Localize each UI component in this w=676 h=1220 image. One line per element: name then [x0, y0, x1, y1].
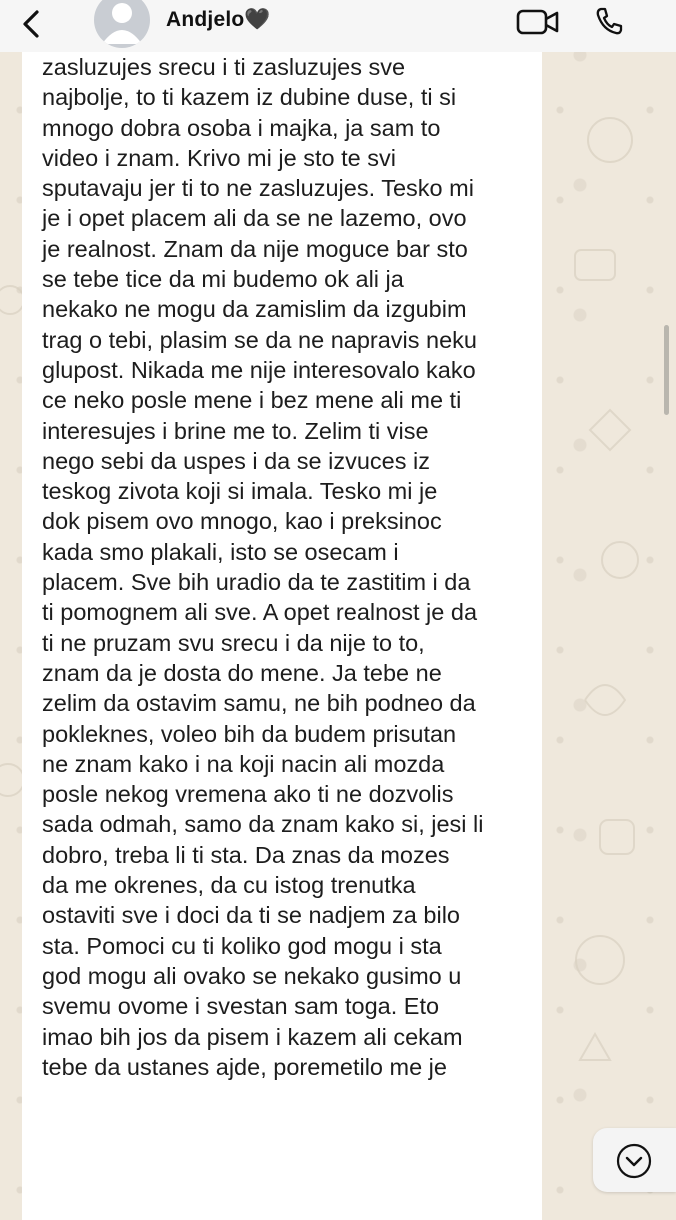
- phone-icon[interactable]: [594, 6, 624, 36]
- chevron-left-icon[interactable]: [16, 8, 48, 40]
- video-call-icon[interactable]: [516, 8, 560, 36]
- scroll-to-bottom-button[interactable]: [593, 1128, 676, 1192]
- avatar[interactable]: [94, 0, 150, 48]
- default-avatar-icon: [94, 0, 150, 48]
- message-bubble[interactable]: [22, 40, 542, 1220]
- chevron-down-circle-icon: [615, 1142, 653, 1180]
- message-text: zasluzujes srecu i ti zasluzujes sve najbolje, to ti kazem iz dubine duse, ti si mnogo dobra osoba i majka, ja sam to video i znam. Krivo mi je sto te svi sputavaju jer ti to ne zasluzujes. Tesko mi je i opet placem ali da se ne lazemo, ovo je realnost. Znam da nije moguce bar sto se tebe tice da mi budemo ok ali ja nekako ne mogu da zamislim da izgubim trag o tebi, plasim se da ne napravis neku glupost. Nikada me nije interesovalo kako ce neko posle mene i bez mene ali me ti interesujes i brine me to. Zelim ti vise nego sebi da uspes i da se izvuces iz teskog zivota koji si imala. Tesko mi je dok pisem ovo mnogo, kao i preksinoc kada smo plakali, isto se osecam i placem. Sve bih uradio da te zastitim i da ti pomognem ali sve. A opet realnost je da ti ne pruzam svu srecu i da nije to to, znam da je dosta do mene. Ja tebe ne zelim da ostavim samu, ne bih podneo da pokleknes, voleo bih da budem prisutan ne znam kako i na koji nacin ali mozda posle nekog vremena ako ti ne dozvolis sada odmah, samo da znam kako si, jesi li dobro, treba li ti sta. Da znas da mozes da me okrenes, da cu istog trenutka ostaviti sve i doci da ti se nadjem za bilo sta. Pomoci cu ti koliko god mogu i sta god mogu ali ovako se nekako gusimo u svemu ovome i svestan sam toga. Eto imao bih jos da pisem i kazem ali cekam tebe da ustanes ajde, poremetilo me je: [42, 54, 484, 1080]
- chat-header: [0, 0, 676, 52]
- scrollbar[interactable]: [664, 325, 669, 415]
- contact-name[interactable]: Andjelo🖤: [166, 8, 271, 31]
